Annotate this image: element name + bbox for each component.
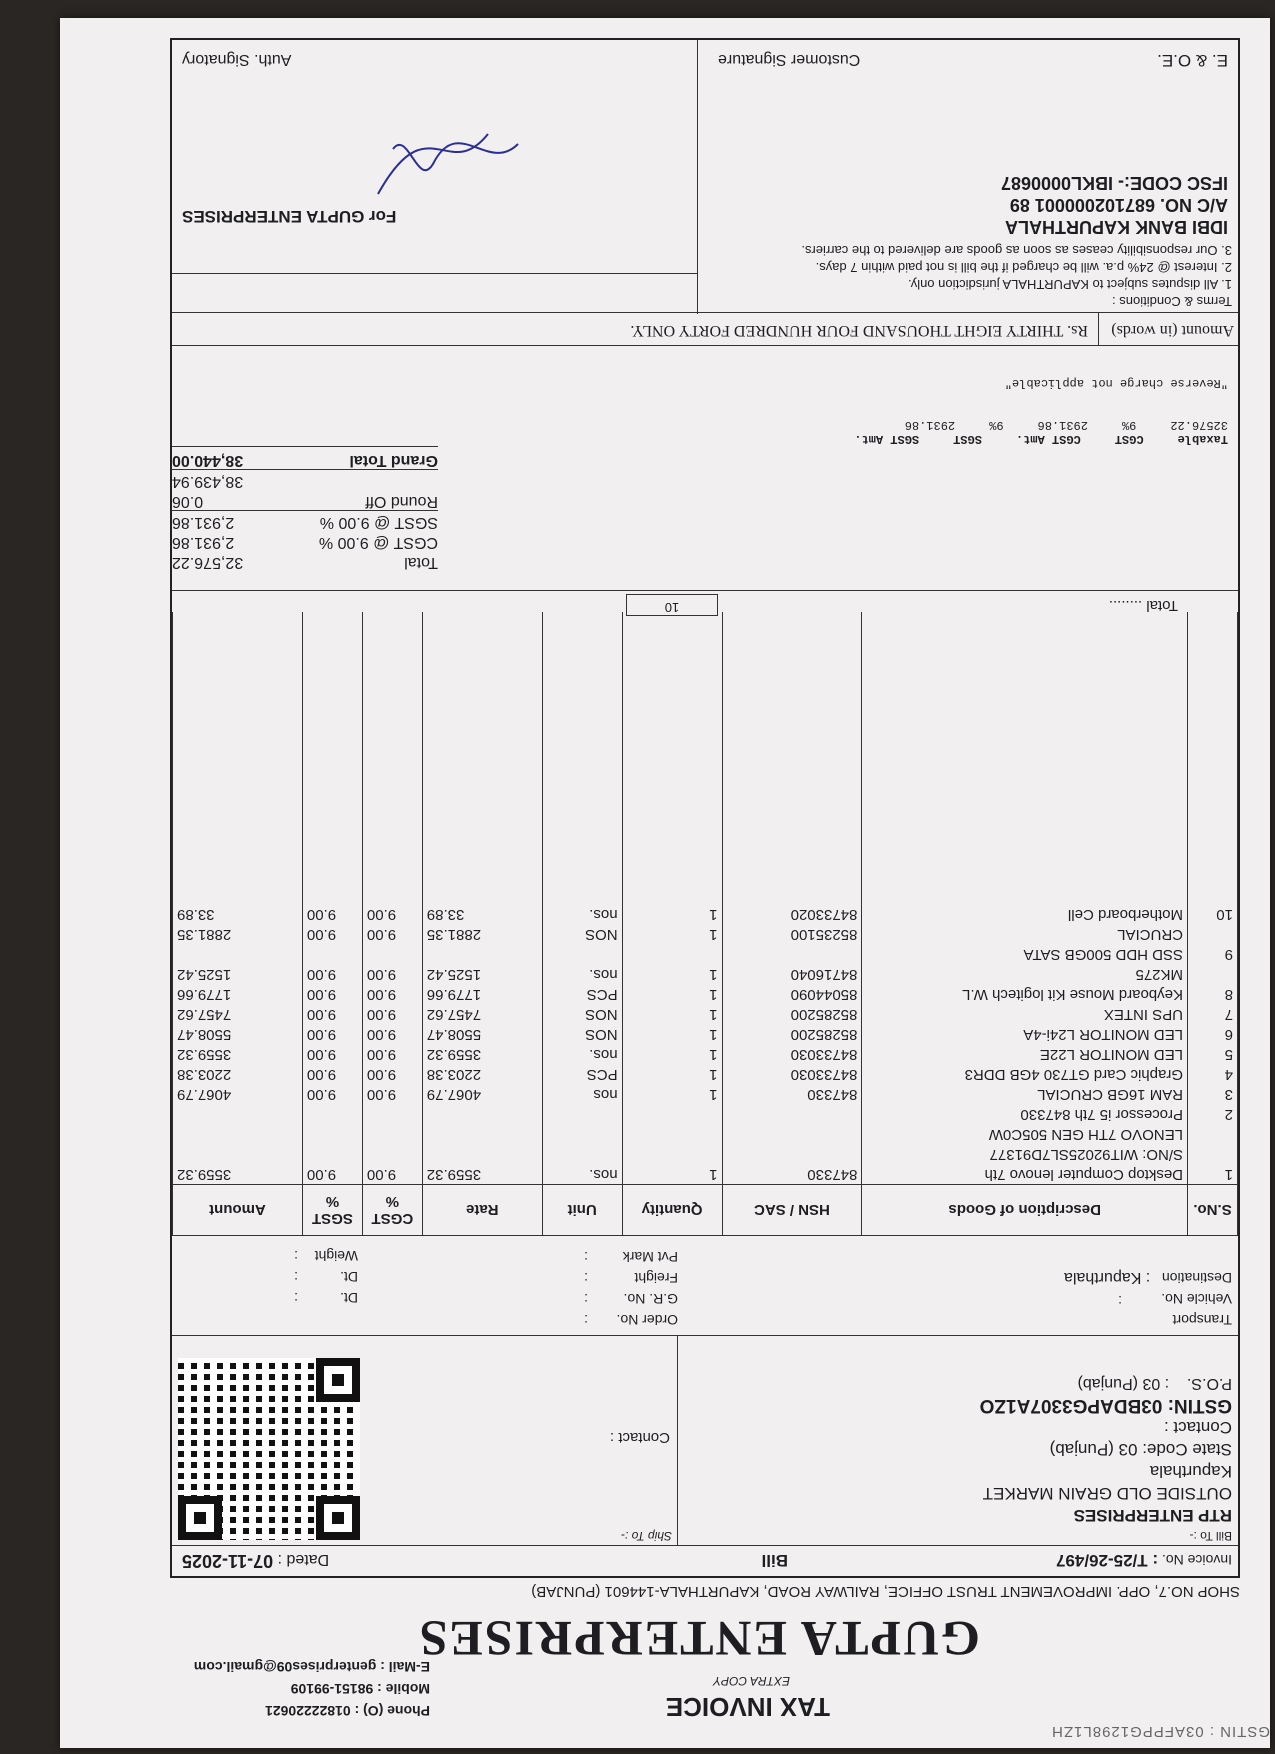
cell-sgst	[302, 1124, 362, 1144]
cell-unit: NOS	[542, 924, 622, 944]
cell-amount: 7457.62	[173, 1004, 303, 1024]
bank-details: IDBI BANK KAPURTHALA A/C NO. 687102000001 89 IFSC CODE:- IBKL0000687	[1000, 173, 1228, 237]
table-row	[173, 1024, 1238, 1044]
amount-words-row	[172, 312, 1238, 346]
col-cgst: CGST %	[362, 1185, 422, 1236]
customer-gstin: GSTIN: 03BDAPG3307A1ZO	[979, 1395, 1232, 1416]
cell-sno	[1188, 1144, 1238, 1164]
transport-row	[172, 1235, 1238, 1336]
cell-unit	[542, 1124, 622, 1144]
cell-hsn: 84716040	[722, 964, 862, 984]
cell-amount: 33.89	[173, 904, 303, 924]
cell-sno: 6	[1188, 1024, 1238, 1044]
invoice-meta-row	[172, 1545, 1238, 1576]
cell-unit: PCS	[542, 984, 622, 1004]
table-row	[173, 1124, 1238, 1144]
customer-name: RTP ENTERPRISES	[1073, 1506, 1232, 1525]
cell-cgst: 9.00	[362, 1024, 422, 1044]
invoice-header	[170, 1578, 1270, 1728]
cell-qty: 1	[622, 1024, 722, 1044]
invoice-date: Dated : 07-11-2025	[182, 1551, 330, 1571]
cell-cgst: 9.00	[362, 964, 422, 984]
cell-unit: nos.	[542, 1044, 622, 1064]
cell-amount: 1779.66	[173, 984, 303, 1004]
cell-unit	[542, 1144, 622, 1164]
invoice-box	[170, 38, 1240, 1578]
table-filler	[173, 612, 1238, 904]
table-row	[173, 944, 1238, 964]
cell-unit: nos	[542, 1084, 622, 1104]
cell-amount: 4067.79	[173, 1084, 303, 1104]
cell-hsn: 85285200	[722, 1004, 862, 1024]
cell-sgst: 9.00	[302, 1024, 362, 1044]
cell-desc: SSD HDD 500GB SATA	[862, 944, 1188, 964]
col-hsn: HSN / SAC	[722, 1185, 862, 1236]
transport-labels: Transport Vehicle No. Destination : Kapurthala	[1064, 1269, 1232, 1328]
col-amount: Amount	[173, 1185, 303, 1236]
tax-summary: Taxable CGST CGST Amt. SGST SGST Amt. 32576.22 9% 2931.86 9% 2931.86 "Reverse charge not applicable"	[548, 376, 1228, 446]
table-row	[173, 1084, 1238, 1104]
cell-qty: 1	[622, 1064, 722, 1084]
cell-desc: UPS INTEX	[862, 1004, 1188, 1024]
customer-contact: Contact :	[1163, 1418, 1232, 1437]
cell-rate: 2881.35	[422, 924, 542, 944]
total-qty: 10	[626, 594, 718, 616]
cell-cgst: 9.00	[362, 924, 422, 944]
cell-hsn: 85235100	[722, 924, 862, 944]
cell-desc: Graphic Card GT730 4GB DDR3	[862, 1064, 1188, 1084]
email: E-Mail : genterprises09@gmail.com	[193, 1659, 430, 1675]
invoice-type: Bill	[761, 1551, 788, 1570]
col-sgst: SGST %	[302, 1185, 362, 1236]
cell-qty: 1	[622, 1164, 722, 1185]
cell-qty: 1	[622, 904, 722, 924]
cell-rate: 2203.38	[422, 1064, 542, 1084]
cell-unit	[542, 944, 622, 964]
amount-words-value: Rs. THIRTY EIGHT THOUSAND FOUR HUNDRED FORTY ONLY.	[630, 322, 1088, 339]
transport-colon: :	[1118, 1293, 1122, 1309]
cell-hsn	[722, 1144, 862, 1164]
cell-rate: 4067.79	[422, 1084, 542, 1104]
party-row	[172, 1335, 1238, 1546]
cell-sno: 5	[1188, 1044, 1238, 1064]
invoice-sheet	[60, 18, 1270, 1748]
invoice-title: TAX INVOICE	[665, 1692, 830, 1722]
cell-cgst	[362, 1104, 422, 1124]
bill-to: Bill To :- RTP ENTERPRISES OUTSIDE OLD GRAIN MARKET Kapurthala State Code: 03 (Punjab) Contact : GSTIN: 03BDAPG3307A1ZO P.O.S. : 03 (Punjab)	[677, 1336, 1238, 1546]
cell-rate: 1779.66	[422, 984, 542, 1004]
total-line	[172, 590, 1238, 591]
cell-desc: LENOVO 7TH GEN 505C0W	[862, 1124, 1188, 1144]
cell-amount	[173, 1144, 303, 1164]
cell-cgst	[362, 1144, 422, 1164]
cell-rate	[422, 944, 542, 964]
cell-hsn	[722, 944, 862, 964]
total-label: Total ........	[1108, 597, 1178, 614]
cell-qty: 1	[622, 1044, 722, 1064]
auth-signatory: Auth. Signatory	[182, 51, 292, 68]
cell-sgst: 9.00	[302, 984, 362, 1004]
cell-amount: 3559.32	[173, 1044, 303, 1064]
cell-sgst: 9.00	[302, 1084, 362, 1104]
place-of-supply: P.O.S. : 03 (Punjab)	[1077, 1375, 1232, 1392]
totals-block: Total 32,576.22 CGST @ 9.00 % 2,931.86 SGST @ 9.00 % 2,931.86 Round Off 0.06 38,439.94 Grand Total 38,440.00	[172, 446, 438, 571]
cell-sgst	[302, 1104, 362, 1124]
reverse-charge-note: "Reverse charge not applicable"	[1004, 376, 1228, 390]
cell-sgst: 9.00	[302, 1164, 362, 1185]
cell-sgst	[302, 1144, 362, 1164]
cell-hsn: 847330	[722, 1164, 862, 1185]
table-row	[173, 1044, 1238, 1064]
cell-amount: 2881.35	[173, 924, 303, 944]
col-sno: S.No.	[1188, 1185, 1238, 1236]
customer-signature: Customer Signature	[718, 51, 861, 68]
table-row	[173, 1144, 1238, 1164]
cell-qty: 1	[622, 924, 722, 944]
company-contact	[170, 1656, 430, 1722]
cell-unit: NOS	[542, 1024, 622, 1044]
table-row	[173, 1104, 1238, 1124]
amount-words-label: Amount (in words)	[1098, 313, 1238, 345]
items-header	[173, 1185, 1238, 1236]
table-row	[173, 964, 1238, 984]
cell-qty: 1	[622, 984, 722, 1004]
cell-sgst: 9.00	[302, 1004, 362, 1024]
cell-amount: 1525.42	[173, 964, 303, 984]
cell-rate	[422, 1124, 542, 1144]
qr-code	[178, 1358, 360, 1540]
ship-to: Ship To :- Contact :	[172, 1336, 678, 1546]
cell-rate: 5508.47	[422, 1024, 542, 1044]
customer-address-2: Kapurthala	[1149, 1462, 1232, 1481]
table-row	[173, 984, 1238, 1004]
invoice-paper	[60, 18, 1270, 1748]
cell-desc: Keyboard Mouse Kit logitech W.L	[862, 984, 1188, 1004]
invoice-number: Invoice No. : T/25-26/497	[1056, 1551, 1232, 1570]
order-colons: : : : :	[584, 1249, 588, 1328]
cell-amount: 3559.32	[173, 1164, 303, 1185]
items-table	[172, 612, 1238, 1236]
cell-sno: 8	[1188, 984, 1238, 1004]
cell-cgst: 9.00	[362, 1004, 422, 1024]
cell-amount	[173, 1104, 303, 1124]
signature-block	[172, 40, 698, 314]
cell-unit: nos.	[542, 964, 622, 984]
cell-hsn: 85044090	[722, 984, 862, 1004]
cell-qty: 1	[622, 964, 722, 984]
company-name: GUPTA ENTERPRISES	[417, 1611, 980, 1667]
cell-qty	[622, 944, 722, 964]
cell-hsn	[722, 1124, 862, 1144]
cell-unit: PCS	[542, 1064, 622, 1084]
cell-sno	[1188, 964, 1238, 984]
cell-amount: 2203.38	[173, 1064, 303, 1084]
copy-label: EXTRA COPY	[713, 1674, 790, 1688]
col-qty: Quantity	[622, 1185, 722, 1236]
cell-sno: 3	[1188, 1084, 1238, 1104]
cell-sno	[1188, 1124, 1238, 1144]
top-gstin: GSTIN : 03AFPPG1298L1ZH	[1051, 1723, 1270, 1740]
cell-unit	[542, 1104, 622, 1124]
cell-sno: 1	[1188, 1164, 1238, 1185]
cell-rate: 7457.62	[422, 1004, 542, 1024]
cell-desc: Motherboard Cell	[862, 904, 1188, 924]
cell-rate: 3559.32	[422, 1164, 542, 1185]
col-rate: Rate	[422, 1185, 542, 1236]
cell-rate	[422, 1104, 542, 1124]
cell-unit: NOS	[542, 1004, 622, 1024]
cell-desc: MK275	[862, 964, 1188, 984]
cell-desc: Processor i5 7th 847330	[862, 1104, 1188, 1124]
for-company: For GUPTA ENTERPRISES	[182, 207, 397, 226]
cell-rate	[422, 1144, 542, 1164]
cell-sno	[1188, 924, 1238, 944]
cell-sno: 7	[1188, 1004, 1238, 1024]
cell-amount	[173, 1124, 303, 1144]
cell-unit: nos.	[542, 904, 622, 924]
cell-rate: 33.89	[422, 904, 542, 924]
cell-sgst: 9.00	[302, 1044, 362, 1064]
cell-amount	[173, 944, 303, 964]
table-row	[173, 1164, 1238, 1185]
cell-desc: S/NO: WIT92025SL7D91377	[862, 1144, 1188, 1164]
cell-desc: LED MONITOR L24i-4A	[862, 1024, 1188, 1044]
col-desc: Description of Goods	[862, 1185, 1188, 1236]
col-unit: Unit	[542, 1185, 622, 1236]
table-row	[173, 904, 1238, 924]
cell-hsn: 85285200	[722, 1024, 862, 1044]
cell-sgst: 9.00	[302, 964, 362, 984]
signature-scribble	[368, 94, 528, 204]
cell-cgst: 9.00	[362, 1164, 422, 1185]
terms-bank	[697, 40, 1238, 314]
cell-cgst: 9.00	[362, 984, 422, 1004]
cell-rate: 1525.42	[422, 964, 542, 984]
cell-sgst	[302, 944, 362, 964]
cell-hsn: 84733020	[722, 904, 862, 924]
cell-desc: Desktop Computer lenovo 7th	[862, 1164, 1188, 1185]
cell-sno: 10	[1188, 904, 1238, 924]
cell-hsn: 84733030	[722, 1064, 862, 1084]
cell-cgst	[362, 944, 422, 964]
order-labels: Order No. G.R. No. Freight Pvt Mark	[616, 1249, 678, 1328]
phone: Phone (O) : 01822220621	[265, 1703, 430, 1719]
cell-sgst: 9.00	[302, 924, 362, 944]
cell-cgst: 9.00	[362, 1084, 422, 1104]
dates-weight-colons: : : :	[294, 1248, 298, 1306]
dates-weight: Dt. Dt. Weight	[314, 1248, 358, 1306]
cell-unit: nos.	[542, 1164, 622, 1185]
company-address: SHOP NO.7, OPP. IMPROVEMENT TRUST OFFICE, RAILWAY ROAD, KAPURTHALA-144601 (PUNJAB)	[531, 1583, 1240, 1600]
eoe: E. & O.E.	[1157, 51, 1228, 70]
cell-cgst	[362, 1124, 422, 1144]
cell-qty	[622, 1124, 722, 1144]
cell-qty: 1	[622, 1004, 722, 1024]
cell-hsn: 84733030	[722, 1044, 862, 1064]
cell-desc: CRUCIAL	[862, 924, 1188, 944]
cell-sno: 4	[1188, 1064, 1238, 1084]
cell-cgst: 9.00	[362, 1064, 422, 1084]
cell-amount: 5508.47	[173, 1024, 303, 1044]
cell-hsn	[722, 1104, 862, 1124]
cell-desc: LED MONITOR L22E	[862, 1044, 1188, 1064]
customer-state: State Code: 03 (Punjab)	[1049, 1440, 1232, 1459]
customer-address-1: OUTSIDE OLD GRAIN MARKET	[982, 1484, 1232, 1503]
cell-qty	[622, 1104, 722, 1124]
cell-sgst: 9.00	[302, 1064, 362, 1084]
cell-sno: 2	[1188, 1104, 1238, 1124]
table-row	[173, 1064, 1238, 1084]
cell-rate: 3559.32	[422, 1044, 542, 1064]
cell-desc: RAM 16GB CRUCIAL	[862, 1084, 1188, 1104]
cell-qty: 1	[622, 1084, 722, 1104]
cell-cgst: 9.00	[362, 1044, 422, 1064]
table-row	[173, 1004, 1238, 1024]
cell-sno: 9	[1188, 944, 1238, 964]
table-row	[173, 924, 1238, 944]
cell-sgst: 9.00	[302, 904, 362, 924]
cell-hsn: 847330	[722, 1084, 862, 1104]
cell-qty	[622, 1144, 722, 1164]
mobile: Mobile : 98151-99109	[290, 1681, 430, 1697]
cell-cgst: 9.00	[362, 904, 422, 924]
terms: Terms & Conditions : 1. All disputes subject to KAPURTHALA jurisdiction only. 2. Interest @ 24% p.a. will be charged if the bill is not paid within 7 days. 3. Our responsibility ceases as soon as goods are delivered to the carriers.	[801, 243, 1232, 309]
